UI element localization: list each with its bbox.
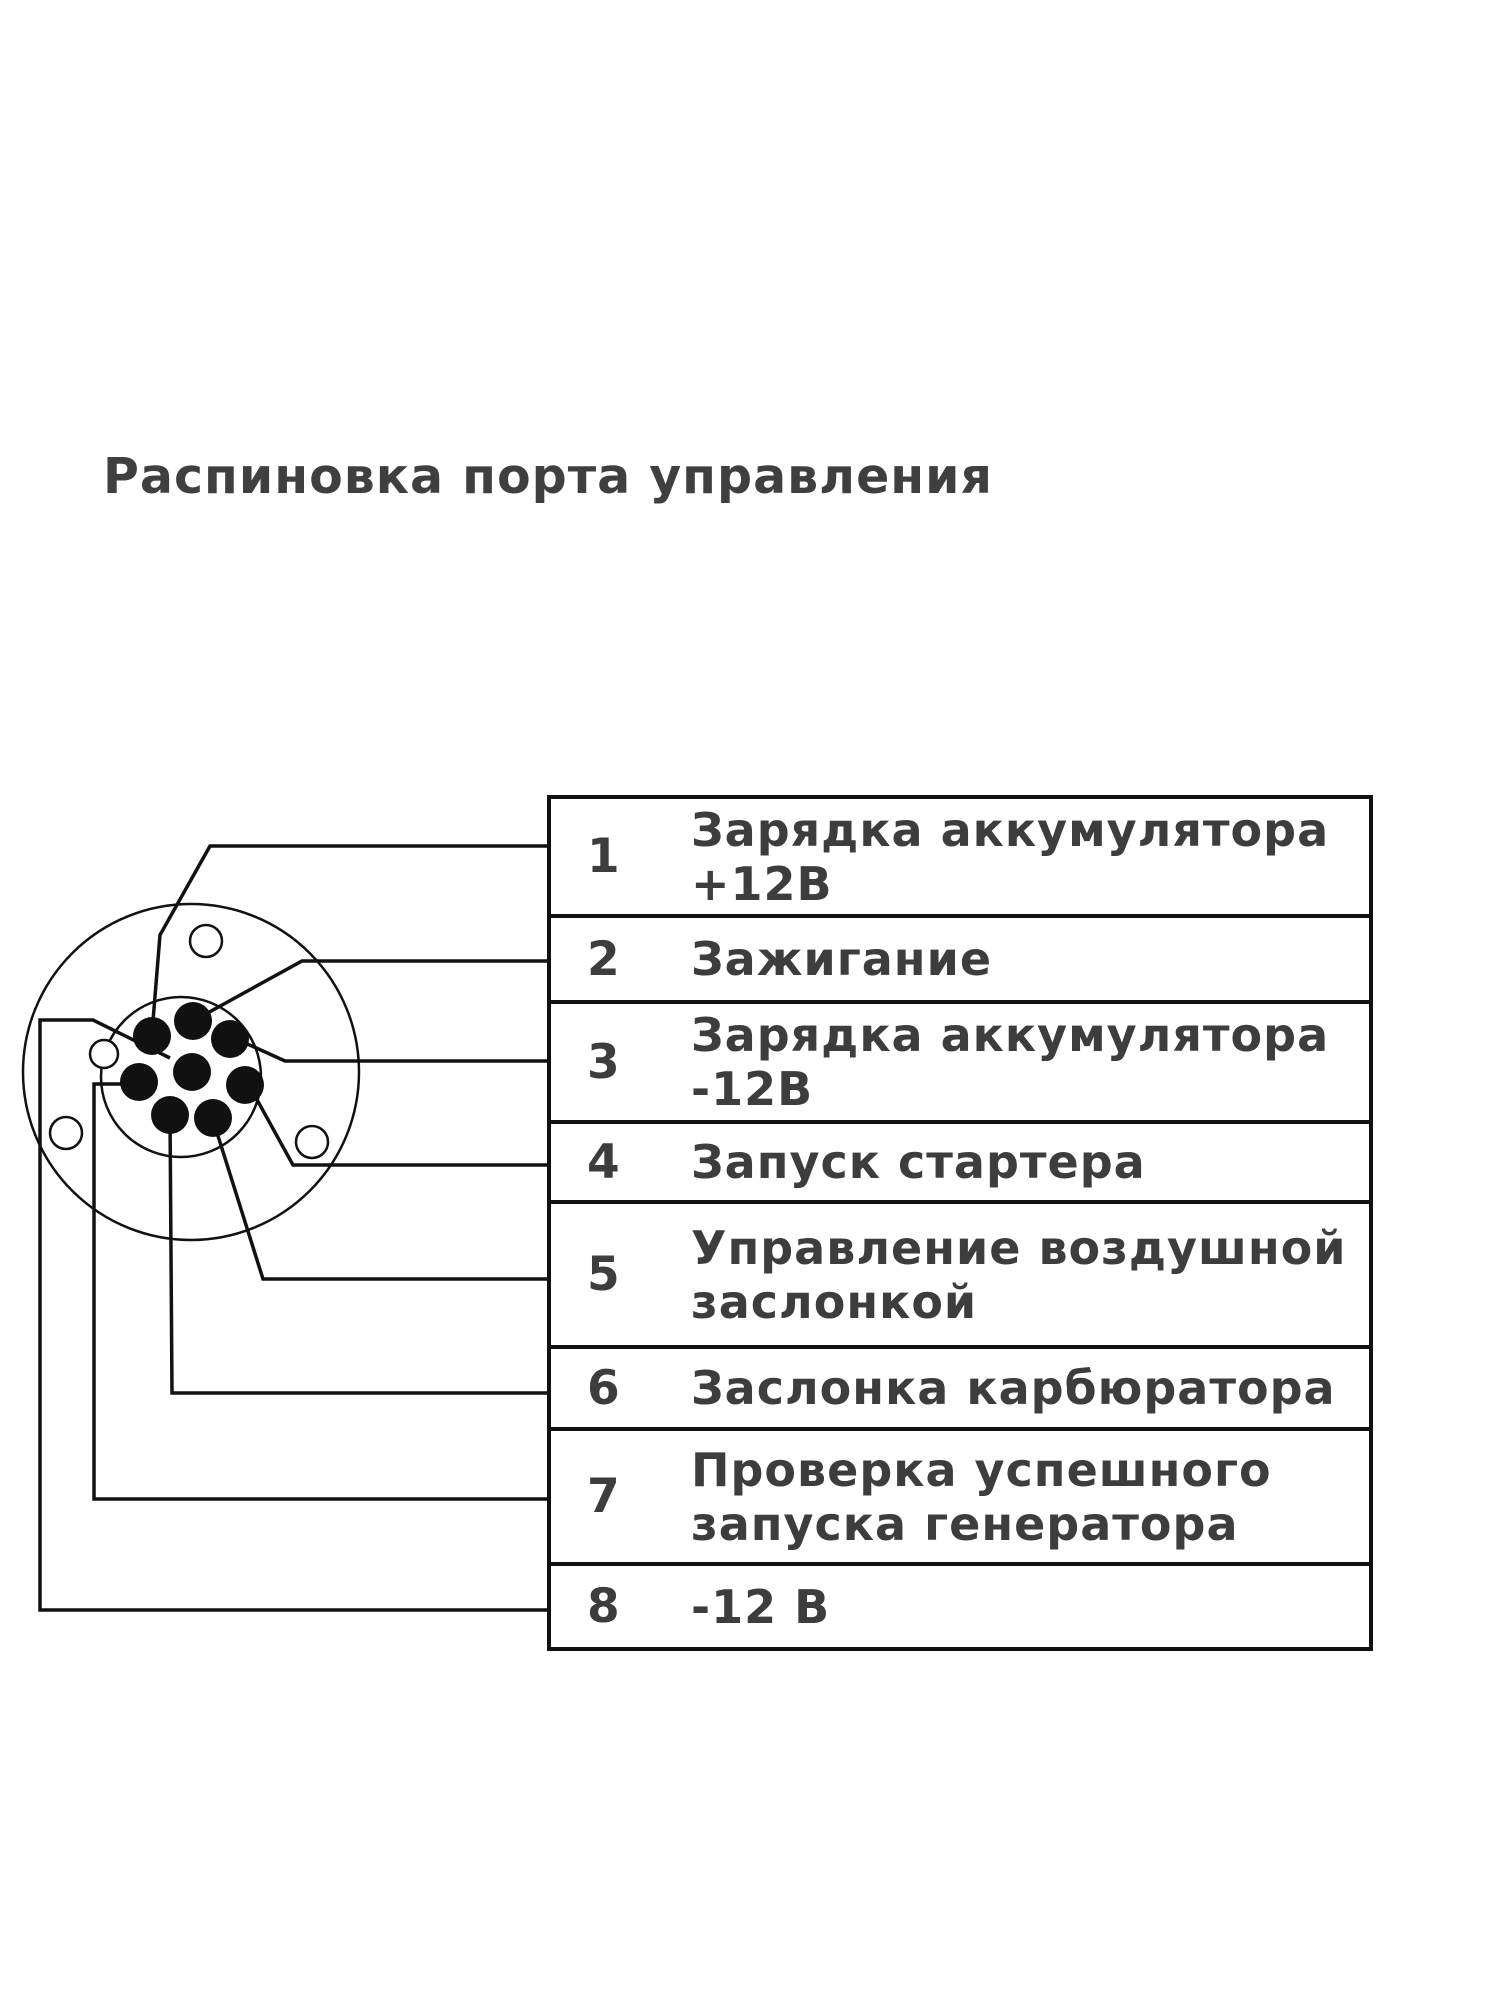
pin-7-contact <box>120 1063 158 1101</box>
pin-row <box>551 1431 1369 1566</box>
pin-5-contact <box>194 1099 232 1137</box>
pin-label: Управление воздушной заслонкой <box>691 1220 1347 1329</box>
pin-number: 7 <box>587 1469 620 1524</box>
pin-number: 6 <box>587 1360 620 1416</box>
pin-row <box>551 1349 1369 1431</box>
mounting-hole <box>190 925 222 957</box>
pin-1-contact <box>133 1017 171 1055</box>
pin-4-contact <box>226 1066 264 1104</box>
pin-label: Заслонка карбюратора <box>691 1361 1336 1415</box>
pinout-table <box>547 795 1373 1651</box>
wire-pin-6 <box>170 1114 549 1393</box>
pin-row <box>551 799 1369 918</box>
pin-row <box>551 1566 1369 1647</box>
pin-number: 2 <box>587 931 620 987</box>
pin-label: Запуск стартера <box>691 1135 1146 1189</box>
mounting-hole <box>296 1126 328 1158</box>
wire-pin-5 <box>213 1120 549 1279</box>
pin-label: Зажигание <box>691 932 993 986</box>
pin-3-contact <box>211 1020 249 1058</box>
pin-number: 1 <box>587 829 620 884</box>
pin-label: Зарядка аккумулятора -12В <box>691 1008 1330 1116</box>
wire-pin-4 <box>250 1087 549 1165</box>
pin-row <box>551 1124 1369 1204</box>
pin-6-contact <box>151 1096 189 1134</box>
pin-row <box>551 1204 1369 1349</box>
mounting-hole <box>50 1117 82 1149</box>
wire-pin-2 <box>193 961 549 1021</box>
pin-label: Зарядка аккумулятора +12В <box>691 802 1330 911</box>
pin-number: 5 <box>587 1247 620 1302</box>
pin-number: 4 <box>587 1134 620 1190</box>
pin-number: 3 <box>587 1034 620 1090</box>
pin-2-contact <box>174 1002 212 1040</box>
pin-center-contact <box>173 1053 211 1091</box>
pin-label: -12 В <box>691 1579 831 1634</box>
connector-key-notch <box>90 1040 118 1068</box>
pin-number: 8 <box>587 1579 620 1634</box>
pin-label: Проверка успешного запуска генератора <box>691 1442 1272 1551</box>
pin-row <box>551 918 1369 1004</box>
pin-row <box>551 1004 1369 1124</box>
wire-pin-3 <box>232 1037 549 1061</box>
diagram-title: Распиновка порта управления <box>103 448 993 505</box>
wire-pin-8 <box>40 1020 549 1610</box>
